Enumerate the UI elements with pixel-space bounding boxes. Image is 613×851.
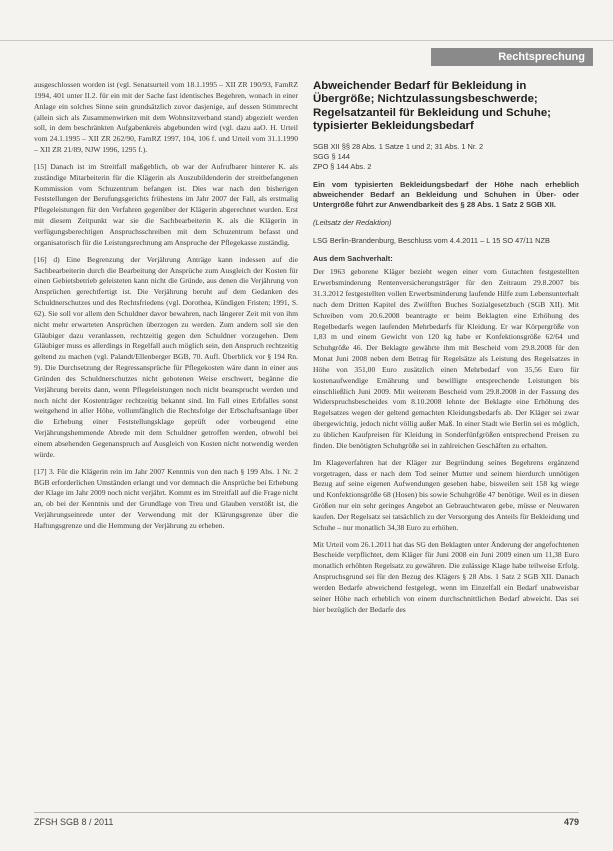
paragraph: ausgeschlossen worden ist (vgl. Senatsurteil vom 18.1.1995 – XII ZR 190/93, FamRZ 1994, 401 unter II.2. für ein mit der Sache fast identisches Begehren, wonach in einer Anlage ein solches Sinne sein grundsätzlich zuvor dasjenige, auf dessen Stimmrecht (allein sich als Zusammenwirken mit dem Wohnsitzverband stand) abgezielt werden soll, in dem beschränkten Aufgabenkreis abgebunden wird (vgl. dazu aaO. H. Urteil vom 24.1.1995 – XII ZR 262/90, FamRZ 1997, 104, 106 f. und Urteil vom 31.1.1990 – XII ZR 21/89, NJW 1996, 1295 f.). — [34, 80, 298, 155]
paragraph: [16] d) Eine Begrenzung der Verjährung Anträge kann indessen auf die Sachbearbeiterin durch die Bearbeitung der Ansprüche zum Ausgleich der Kosten für einen Gebietsbetrieb geleisteten kann nicht die Gründe, aus denen die Verjährung von Ansprüchen gerechtfertigt ist. Die Verjährung beruht auf dem Gedanken des Schuldnerschutzes und des Rechtsfriedens (vgl. Dorothea, Kündigen Fristen; 1991, S. 62). Sie soll vor allem den Schuldner davor bewahren, nach längerer Zeit mit von ihm nicht mehr erwarteten Ansprüchen überzogen zu werden. Zum andern soll sie den Gläubiger dazu veranlassen, rechtzeitig gegen den Schuldner vorzugehen. Dem Gläubiger muss es allerdings in Regelfall auch möglich sein, den Anspruch rechtzeitig geltend zu machen (vgl. Palandt/Ellenberger BGB, 70. Aufl. Überblick vor § 194 Rn. 9). Die Durchsetzung der Regressansprüche für Pflegekosten wäre dann in einer aus Gründen des Schuldnerschutzes nicht gebotenen Weise erschwert, begänne die Verjährung bereits dann, wenn Pflegeleistungen noch nicht beansprucht werden und noch nicht der Kostenträger rechtzeitig bekannt sind. Im Fall eines Erbfalles sonst weitgehend in aller Höhe, vollumfänglich die Rechtsfolge der Erbschaftsanlage über die Erhebung einer Feststellungsklage geprüft oder vorbeugend eine Verjährungshemmende Abrede mit dem Schuldner getroffen werden, obwohl bei einem absehenden Gegenanspruch auf Ausgleich von Kosten nicht notwendig werden würde. — [34, 254, 298, 459]
article-headline: Abweichender Bedarf für Bekleidung in Übergröße; Nichtzulassungsbeschwerde; Regelsatzanteil für Bekleidung und Schuhe; typisierter Bekleidungsbedarf — [313, 80, 551, 133]
section-label: Rechtsprechung — [431, 48, 593, 66]
guiding-principle: Ein vom typisierten Bekleidungsbedarf der Höhe nach erheblich abweichender Bedarf an Bekleidung und Schuhen in Über- oder Untergröße führt zur Anwendbarkeit des § 28 Abs. 1 Satz 2 SGB XII. — [313, 179, 579, 209]
paragraph: Der 1963 geborene Kläger bezieht wegen einer vom Gutachten festgestellten Erwerbsminderung Rentenversicherungsträger für den Zeitraum 29.8.2007 bis 31.3.2012 festgestellten vollen Erwerbsminderung laufende Hilfe zum Lebensunterhalt nach dem Dritten Kapitel des Zwölften Buches Sozialgesetzbuch (SGB XII). Mit Schreiben vom 20.6.2008 beantragte er beim Beklagten eine Erhöhung des Regelbedarfs wegen laufenden Mehrbedarfs für Kleidung. Er war Körpergröße von 1,83 m und einem Gewicht von 120 kg habe er Konfektionsgröße 62/64 und Schuhgröße 46. Der Beklagte gewährte ihm mit Bescheid vom 29.8.2008 für den Monat Juni 2008 neben dem Betrag für Regelsätze als Leistung des Regelsatzes in Höhe von 351,00 Euro zusätzlich einen Mehrbedarf von 35,56 Euro für kostenaufwendige Ernährung und bewilligte entsprechende Leistungen bis einschließlich Juni 2009. Mit weiterem Bescheid vom 29.8.2008 in der Fassung des Widerspruchsbescheides vom 8.10.2008 lehnte der Beklagte eine Erhöhung des Regelsatzes wegen der geltend gemachten Kleidungsbedarfs ab. Der Kläger sei zwar übergewichtig, jedoch nicht völlig außer Maß. In einer Stadt wie Berlin sei es möglich, zu üblichen Kaufpreisen für Kleidung in Sonderfünfgrößen entsprechend Preisen zu finden. Die benötigten Schuhgröße sei in zahlreichen Geschäften zu erhalten. — [313, 267, 579, 450]
norm-references — [313, 142, 579, 172]
page-number: 479 — [563, 817, 579, 827]
page-footer — [34, 812, 579, 827]
editor-note: (Leitsatz der Redaktion) — [313, 217, 392, 227]
norm-line: ZPO § 144 Abs. 2 — [313, 161, 372, 171]
paragraph: Im Klageverfahren hat der Kläger zur Begründung seines Begehrens ergänzend vorgetragen, dass er nach dem Tod seiner Mutter und seinem hierdurch unnötigen Bezug auf seine eigenen Aufwendungen gesehen habe, bisweilen seit 158 kg wiege und Konfektionsgröße 68 (Hosen) bis sowie Schuhgröße 47 benötige. Weil es in diesen Größen nur ein sehr geringes Angebot an Gebrauchtwaren gebe, müsse er Neuwaren kaufen. Der Regelsatz sei tatsächlich zu der Versorgung des Anteils für Bekleidung und Schuhe – nur monatlich 34,38 Euro zu erhöhen. — [313, 457, 579, 532]
norm-line: SGB XII §§ 28 Abs. 1 Satze 1 und 2; 31 Abs. 1 Nr. 2 — [313, 141, 484, 151]
right-column — [313, 80, 579, 621]
paragraph: Mit Urteil vom 26.1.2011 hat das SG den Beklagten unter Änderung der angefochtenen Bescheide verpflichtet, dem Kläger für Juni 2008 ein Juni 2009 einen um 11,38 Euro monatlich erhöhten Regelsatz zu gewähren. Die zulässige Klage habe teilweise Erfolg. Anspruchsgrund sei für den Bezug des Klägers § 28 Abs. 1 Satz 2 SGB XII. Danach werden Bedarfe abweichend festgelegt, wenn im Einzelfall ein Bedarf unabweisbar seiner Höhe nach erheblich von einem durchschnittlichen Bedarf abweicht. Das sei hier bezüglich der Bedarfe des — [313, 539, 579, 614]
facts-subheading: Aus dem Sachverhalt: — [313, 254, 393, 264]
journal-name: ZFSH SGB 8 / 2011 — [34, 817, 114, 827]
left-column — [34, 80, 298, 538]
paragraph: [17] 3. Für die Klägerin rein im Jahr 2007 Kenntnis von den nach § 199 Abs. 1 Nr. 2 BGB erforderlichen Umständen erlangt und vor demnach die Ansprüche bei Erhebung der Klage im Jahr 2009 noch nicht verjährt. Kommt es im Streitfall auf die Frage nicht an, ob bei der Kenntnis und der Grundlage von Treu und Glauben verstößt ist, die Verjährungseinrede unter der Verwendung mit der Klärungsgrenze über die Haftungsgrenze und die Hemmung der Verjährung zu erheben. — [34, 466, 298, 530]
court-citation: LSG Berlin-Brandenburg, Beschluss vom 4.4.2011 – L 15 SO 47/11 NZB — [313, 236, 550, 246]
paragraph: [15] Danach ist im Streitfall maßgeblich, ob war der Aufrufbarer hinterer K. als zuständige Mitarbeiterin für die Klägerin als Auszubildenderin der streitbefangenen Kommission vom Schuzentrum befangen ist. Dies war nach den bisherigen Feststellungen der Berufungsgerichts frühestens im Jahr 2007 der Fall, als erstmalig Pflegeleistungen für den Verfahren gegenüber der Klägerin abgerechnet wurden. Erst mit diesem Zeitpunkt war sie die Sachbearbeiterin K. als die Klägerin in verfügungsberechtigen Anspruchsschreiben mit dem Schuzentrum befasst und organisatorisch für die Leistungsrechnung am Anspruche der Pflegekasse zuständig. — [34, 161, 298, 247]
norm-line: SGG § 144 — [313, 151, 350, 161]
